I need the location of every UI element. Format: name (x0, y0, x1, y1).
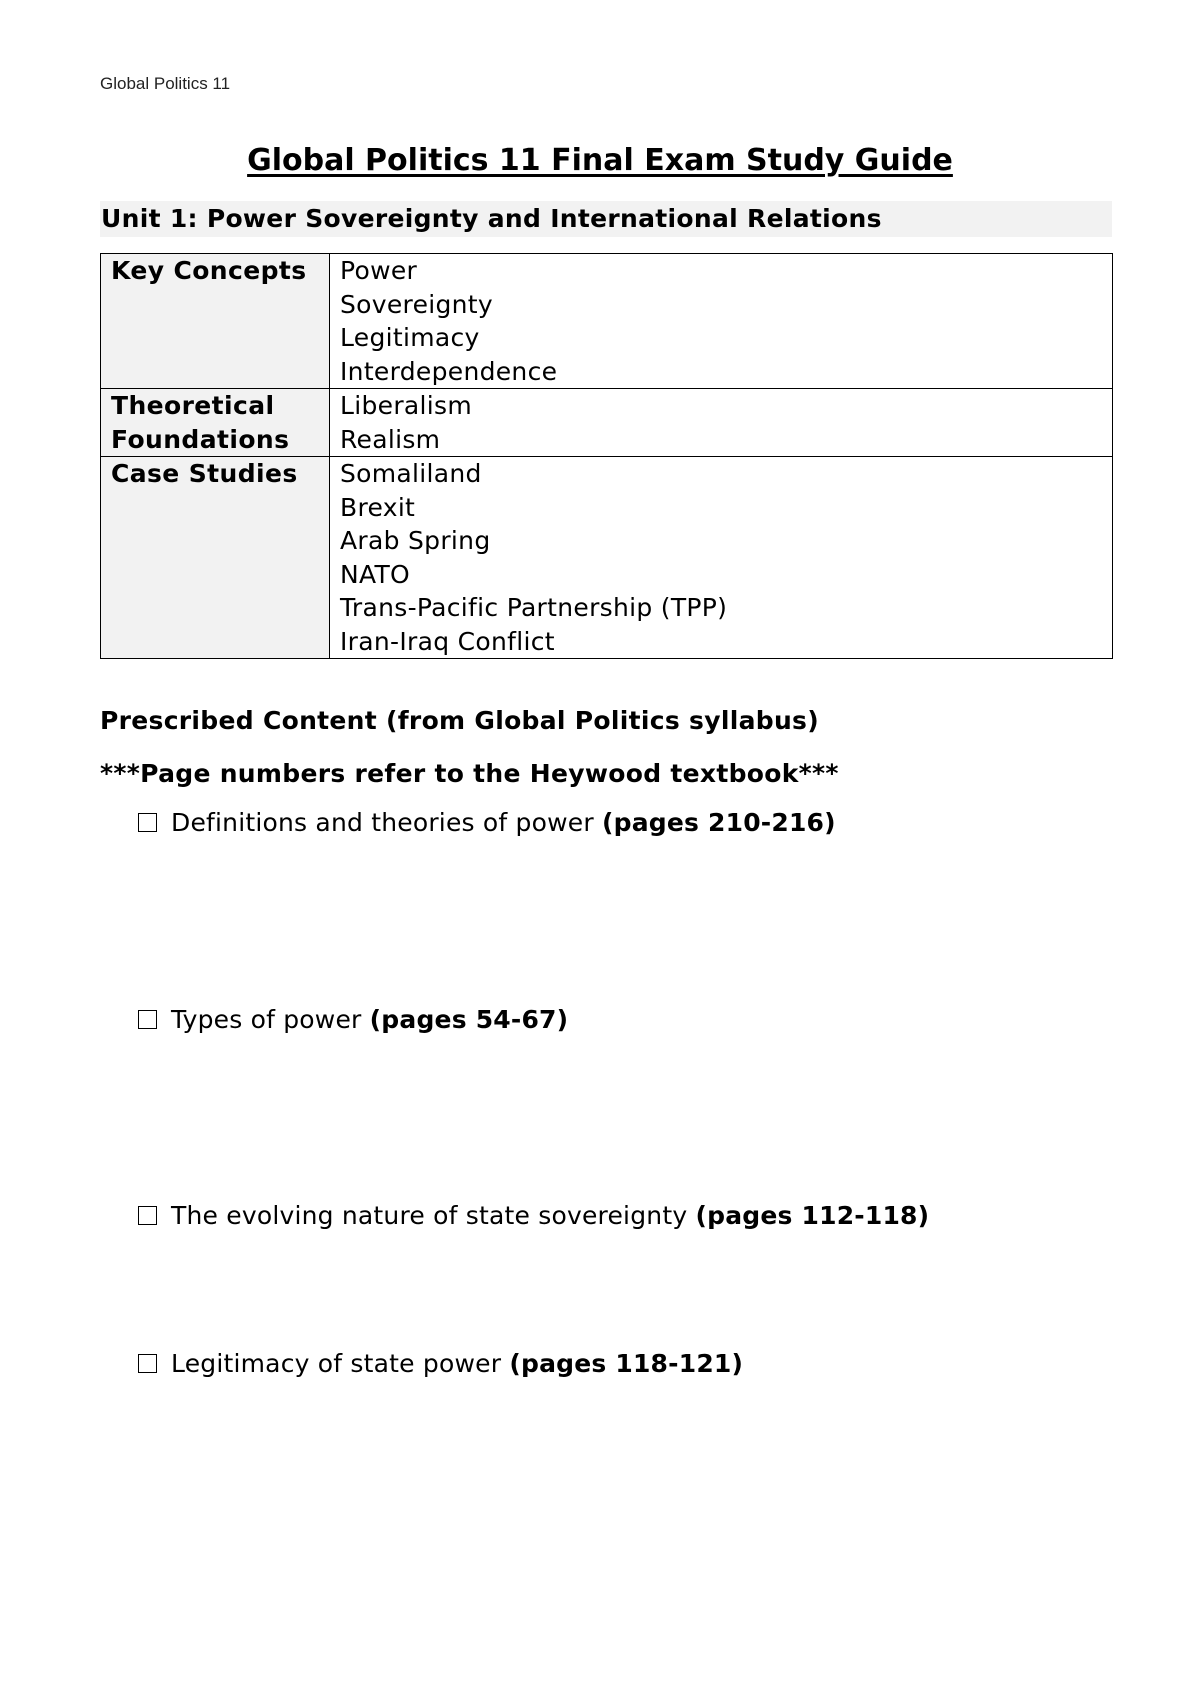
list-item: Sovereignty (340, 289, 494, 319)
checklist-topic: Definitions and theories of power (171, 808, 594, 837)
list-item: Realism (340, 424, 441, 454)
running-header: Global Politics 11 (100, 74, 231, 93)
checklist-topic: Types of power (171, 1005, 362, 1034)
checklist-item (138, 1201, 929, 1230)
list-item: NATO (340, 559, 411, 589)
checklist-item (138, 1349, 743, 1378)
table-row-case-studies (101, 457, 1113, 659)
document-title: Global Politics 11 Final Exam Study Guide (247, 143, 953, 178)
list-item: Brexit (340, 492, 416, 522)
checkbox-icon[interactable] (138, 1206, 157, 1225)
list-item: Trans-Pacific Partnership (TPP) (340, 593, 728, 622)
list-item: Legitimacy (340, 323, 480, 352)
row-label-key-concepts: Key Concepts (101, 254, 330, 389)
checkbox-icon[interactable] (138, 1354, 157, 1373)
checklist-pages: (pages 112-118) (695, 1201, 930, 1230)
checkbox-icon[interactable] (138, 813, 157, 832)
page-number-note: ***Page numbers refer to the Heywood textbook*** (100, 759, 839, 788)
unit-heading: Unit 1: Power Sovereignty and International Relations (100, 201, 1112, 237)
list-item: Power (340, 256, 418, 285)
checklist-item (138, 1005, 568, 1034)
row-label-case-studies: Case Studies (101, 457, 330, 659)
checklist-topic: The evolving nature of state sovereignty (171, 1201, 688, 1230)
checklist-pages: (pages 118-121) (509, 1349, 744, 1378)
list-item: Interdependence (340, 356, 558, 386)
row-items-case-studies (330, 457, 1113, 659)
prescribed-content-heading: Prescribed Content (from Global Politics syllabus) (100, 706, 819, 735)
list-item: Liberalism (340, 391, 472, 420)
row-items-key-concepts (330, 254, 1113, 389)
list-item: Arab Spring (340, 526, 491, 555)
checkbox-icon[interactable] (138, 1010, 157, 1029)
checklist-item (138, 808, 836, 837)
row-label-theoretical-foundations: Theoretical Foundations (101, 389, 330, 457)
list-item: Iran-Iraq Conflict (340, 626, 555, 656)
list-item: Somaliland (340, 459, 482, 488)
table-row-key-concepts (101, 254, 1113, 389)
checklist-pages: (pages 54-67) (369, 1005, 569, 1034)
concepts-table (100, 253, 1113, 659)
table-row-theoretical-foundations (101, 389, 1113, 457)
checklist-pages: (pages 210-216) (601, 808, 836, 837)
checklist-topic: Legitimacy of state power (171, 1349, 502, 1378)
row-items-theoretical-foundations (330, 389, 1113, 457)
